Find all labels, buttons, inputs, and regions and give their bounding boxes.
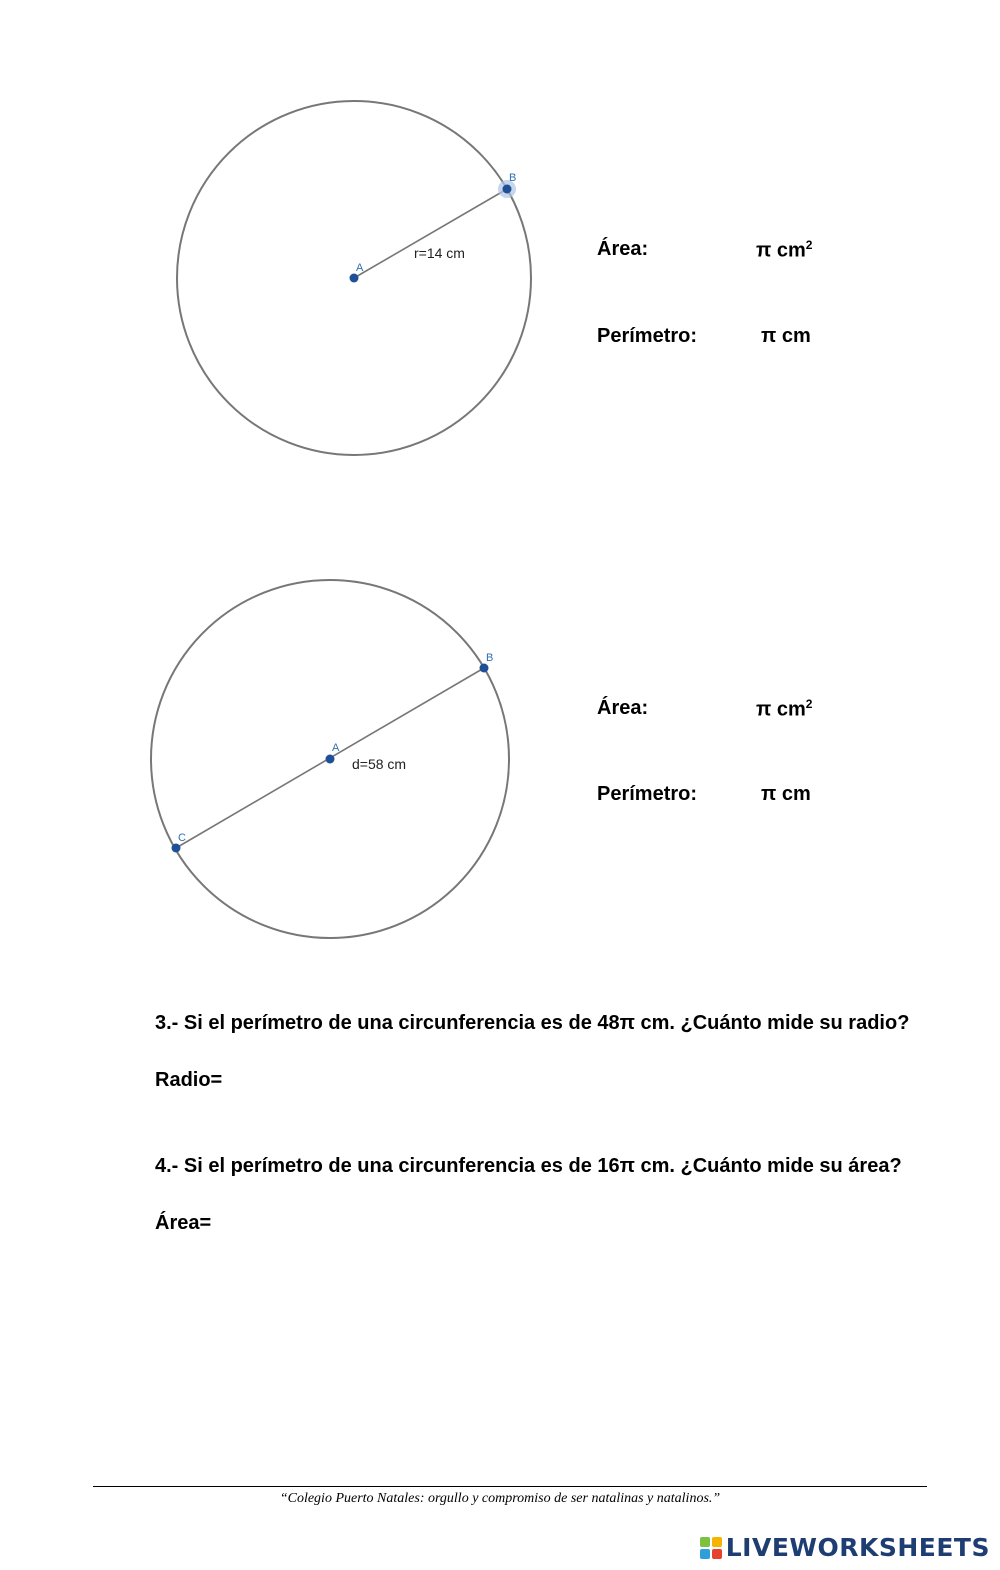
- brand-name: LIVEWORKSHEETS: [725, 1533, 990, 1562]
- perimeter-unit-2: π cm: [761, 783, 811, 805]
- question-3-answer-label: Radio=: [155, 1069, 223, 1091]
- circle-radius-figure: [177, 101, 531, 455]
- perimeter-label-1: Perímetro:: [597, 325, 698, 347]
- area-unit-exponent: 2: [805, 238, 813, 252]
- area-unit-1: [756, 238, 812, 263]
- perimeter-unit-1: π cm: [761, 325, 811, 347]
- circle-diameter-figure: [151, 580, 509, 938]
- diameter-measure-label: d=58 cm: [352, 756, 407, 772]
- point-b-label: B: [509, 172, 517, 184]
- area-unit-text: π cm: [756, 698, 806, 721]
- point-b-label: B: [486, 652, 494, 664]
- liveworksheets-logo[interactable]: [700, 1533, 990, 1562]
- area-label-2: Área:: [597, 697, 649, 719]
- liveworksheets-mark-icon: [700, 1537, 722, 1559]
- point-a[interactable]: [326, 755, 335, 764]
- point-b[interactable]: [503, 185, 512, 194]
- question-4-answer-label: Área=: [155, 1212, 212, 1234]
- footer-divider: [93, 1486, 927, 1487]
- footer-motto: “Colegio Puerto Natales: orgullo y compromiso de ser natalinas y natalinos.”: [279, 1491, 721, 1506]
- question-4: 4.- Si el perímetro de una circunferencia es de 16π cm. ¿Cuánto mide su área?: [155, 1155, 902, 1177]
- area-unit-text: π cm: [756, 239, 806, 262]
- point-c[interactable]: [172, 844, 181, 853]
- point-b[interactable]: [480, 664, 489, 673]
- area-unit-exponent: 2: [805, 697, 813, 711]
- point-c-label: C: [178, 832, 186, 844]
- area-unit-2: [756, 697, 812, 722]
- point-a[interactable]: [350, 274, 359, 283]
- radius-measure-label: r=14 cm: [414, 245, 465, 261]
- point-a-label: A: [356, 262, 364, 274]
- point-a-label: A: [332, 742, 340, 754]
- radius-segment: [354, 189, 507, 278]
- question-3: 3.- Si el perímetro de una circunferencia es de 48π cm. ¿Cuánto mide su radio?: [155, 1012, 910, 1034]
- perimeter-label-2: Perímetro:: [597, 783, 698, 805]
- area-label-1: Área:: [597, 238, 649, 260]
